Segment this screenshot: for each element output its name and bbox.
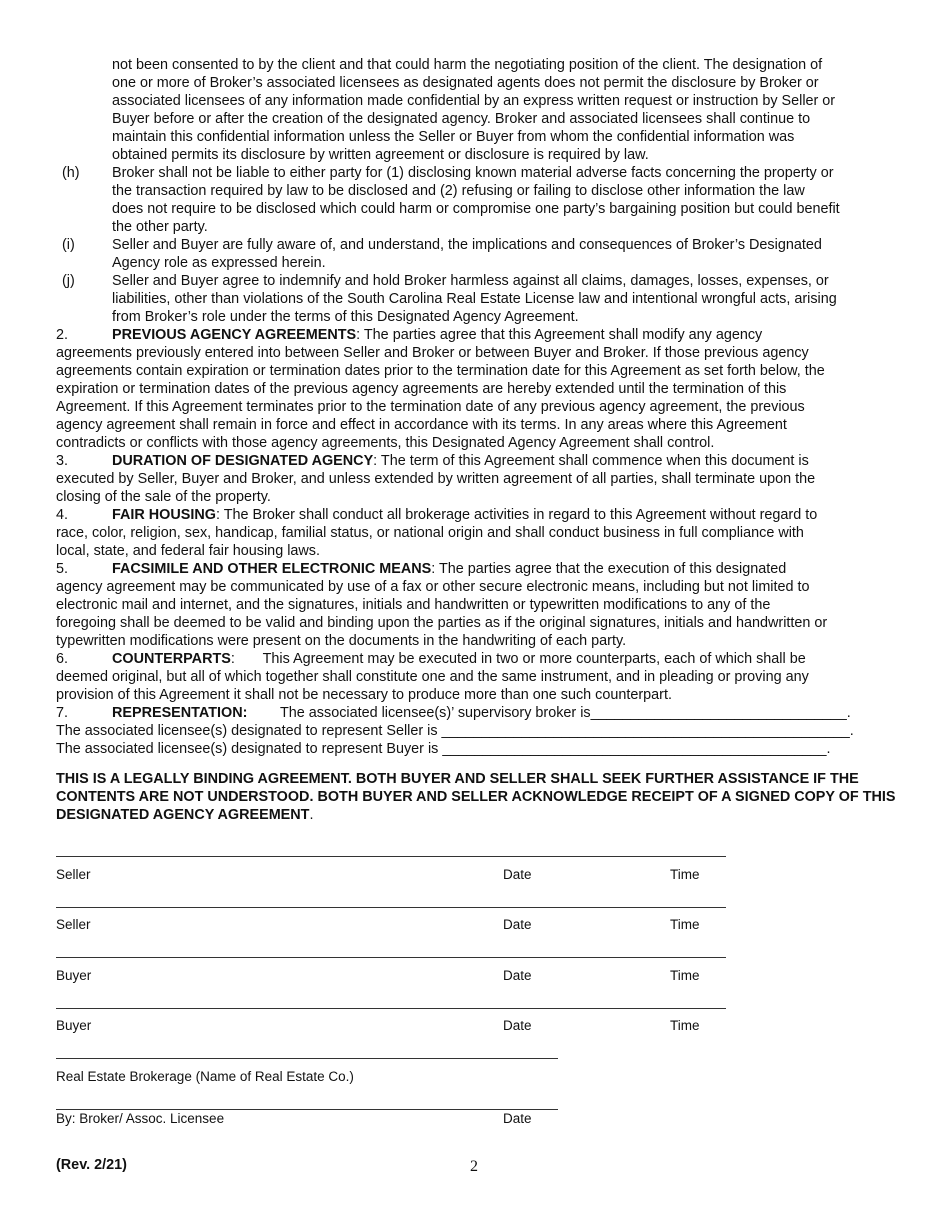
- section-heading: COUNTERPARTS: [112, 651, 231, 667]
- seller-licensee-line: The associated licensee(s) designated to represent Seller is ___________________________________________________.: [56, 723, 854, 739]
- legal-notice: [56, 770, 906, 824]
- section-heading: DURATION OF DESIGNATED AGENCY: [112, 453, 374, 469]
- subitem-label: (h): [62, 165, 80, 181]
- subitem-i: [112, 236, 912, 272]
- party-label: Buyer: [56, 968, 92, 983]
- party-label: Buyer: [56, 1018, 92, 1033]
- text-line: the other party.: [112, 219, 208, 235]
- supervisory-broker-line: The associated licensee(s)’ supervisory broker is________________________________.: [280, 705, 851, 721]
- section-first-line: [112, 560, 786, 578]
- revision-label: (Rev. 2/21): [56, 1157, 127, 1173]
- subitem-j: [112, 272, 912, 326]
- section-number: 2.: [56, 327, 69, 343]
- section-lead: : The parties agree that this Agreement shall modify any agency: [356, 327, 763, 343]
- text-line: Buyer before or after the creation of the designated agency. Broker and associated licensees shall continue to: [112, 111, 811, 127]
- date-label: Date: [503, 1018, 532, 1033]
- section-first-line: [112, 326, 762, 344]
- text-line: executed by Seller, Buyer and Broker, and unless extended by written agreement of all parties, shall terminate upon the: [56, 471, 816, 487]
- date-label: Date: [503, 917, 532, 932]
- section-heading: FACSIMILE AND OTHER ELECTRONIC MEANS: [112, 561, 432, 577]
- date-label: Date: [503, 867, 532, 882]
- section-fair-housing: [56, 524, 916, 560]
- time-label: Time: [670, 1018, 700, 1033]
- text-line: contradicts or conflicts with those agency agreements, this Designated Agency Agreement shall control.: [56, 435, 715, 451]
- text-line: maintain this confidential information unless the Seller or Buyer from whom the confidential information was: [112, 129, 795, 145]
- broker-signature-line[interactable]: [56, 1109, 558, 1110]
- section-number: 6.: [56, 651, 69, 667]
- broker-date-label: Date: [503, 1111, 532, 1126]
- text-line: does not require to be disclosed which could harm or compromise one party’s bargaining position but could benefit: [112, 201, 840, 217]
- section-lead: : The Broker shall conduct all brokerage activities in regard to this Agreement without regard to: [215, 507, 818, 523]
- section-first-line: [112, 452, 809, 470]
- signature-line[interactable]: [56, 957, 726, 958]
- text-line: electronic mail and internet, and the signatures, initials and handwritten or typewritten modifications to any of the: [56, 597, 771, 613]
- section-first-line: [112, 650, 806, 668]
- text-line: Broker shall not be liable to either party for (1) disclosing known material adverse facts concerning the property or: [112, 165, 834, 181]
- text-line: the transaction required by law to be disclosed and (2) refusing or failing to disclose other information the law: [112, 183, 805, 199]
- intro-paragraph: [112, 56, 912, 164]
- time-label: Time: [670, 917, 700, 932]
- legal-notice-period: .: [309, 807, 314, 823]
- section-first-line: [112, 506, 817, 524]
- section-lead: : The term of this Agreement shall commence when this document is: [373, 453, 809, 469]
- buyer-licensee-line: The associated licensee(s) designated to represent Buyer is ________________________________________________.: [56, 741, 831, 757]
- section-heading: REPRESENTATION:: [112, 705, 248, 721]
- section-electronic-means: [56, 578, 916, 650]
- text-line: expiration or termination dates of the previous agency agreements are hereby extended until the termination of this: [56, 381, 787, 397]
- text-line: provision of this Agreement it shall not be necessary to produce more than one such counterpart.: [56, 687, 672, 703]
- section-number: 4.: [56, 507, 69, 523]
- brokerage-label: Real Estate Brokerage (Name of Real Estate Co.): [56, 1069, 354, 1084]
- text-line: local, state, and federal fair housing laws.: [56, 543, 320, 559]
- time-label: Time: [670, 968, 700, 983]
- text-line: from Broker’s role under the terms of this Designated Agency Agreement.: [112, 309, 579, 325]
- text-line: not been consented to by the client and that could harm the negotiating position of the client. The designation of: [112, 57, 823, 73]
- text-line: liabilities, other than violations of the South Carolina Real Estate License law and intentional wrongful acts, arising: [112, 291, 837, 307]
- broker-label: By: Broker/ Assoc. Licensee: [56, 1111, 225, 1126]
- section-heading: FAIR HOUSING: [112, 507, 216, 523]
- text-line: Agency role as expressed herein.: [112, 255, 326, 271]
- text-line: deemed original, but all of which together shall constitute one and the same instrument, and in pleading or proving any: [56, 669, 809, 685]
- text-line: agency agreement shall remain in force and effect in accordance with its terms. In any areas where this Agreement: [56, 417, 787, 433]
- section-number: 7.: [56, 705, 69, 721]
- text-line: typewritten modifications were present on the documents in the handwriting of each party.: [56, 633, 627, 649]
- section-lead: : This Agreement may be executed in two or more counterparts, each of which shall be: [230, 651, 806, 667]
- text-line: foregoing shall be deemed to be valid and binding upon the parties as if the original signatures, initials and handwritten or: [56, 615, 828, 631]
- signature-line[interactable]: [56, 856, 726, 857]
- section-lead: : The parties agree that the execution of this designated: [431, 561, 787, 577]
- signature-line[interactable]: [56, 1008, 726, 1009]
- brokerage-name-line[interactable]: [56, 1058, 558, 1059]
- text-line: Agreement. If this Agreement terminates prior to the termination date of any previous agency agreement, the previous: [56, 399, 805, 415]
- section-number: 5.: [56, 561, 69, 577]
- date-label: Date: [503, 968, 532, 983]
- subitem-h: [112, 164, 912, 236]
- section-heading: PREVIOUS AGENCY AGREEMENTS: [112, 327, 357, 343]
- time-label: Time: [670, 867, 700, 882]
- text-line: agreements previously entered into between Seller and Broker or between Buyer and Broker. If those previous agency: [56, 345, 809, 361]
- subitem-label: (i): [62, 237, 75, 253]
- text-line: agreements contain expiration or termination dates prior to the termination date for this Agreement as set forth below, the: [56, 363, 825, 379]
- party-label: Seller: [56, 867, 91, 882]
- text-line: Seller and Buyer are fully aware of, and understand, the implications and consequences of Broker’s Designated: [112, 237, 822, 253]
- page-number: 2: [470, 1158, 478, 1175]
- text-line: one or more of Broker’s associated licensees as designated agents does not permit the disclosure by Broker or: [112, 75, 819, 91]
- section-counterparts: [56, 668, 916, 704]
- legal-notice-text: THIS IS A LEGALLY BINDING AGREEMENT. BOTH BUYER AND SELLER SHALL SEEK FURTHER ASSISTANCE IF THE CONTENTS ARE NOT UNDERSTOOD. BOTH BUYER AND SELLER ACKNOWLEDGE RECEIPT OF A SIGNED COPY OF THIS DESIGNATED AGENCY AGREEMENT: [56, 771, 896, 823]
- section-previous-agency: [56, 344, 916, 452]
- text-line: Seller and Buyer agree to indemnify and hold Broker harmless against all claims, damages, losses, expenses, or: [112, 273, 829, 289]
- party-label: Seller: [56, 917, 91, 932]
- text-line: agency agreement may be communicated by use of a fax or other secure electronic means, including but not limited to: [56, 579, 810, 595]
- text-line: closing of the sale of the property.: [56, 489, 271, 505]
- signature-line[interactable]: [56, 907, 726, 908]
- text-line: race, color, religion, sex, handicap, familial status, or national origin and shall conduct business in full compliance with: [56, 525, 804, 541]
- text-line: obtained permits its disclosure by written agreement or disclosure is required by law.: [112, 147, 649, 163]
- section-number: 3.: [56, 453, 69, 469]
- subitem-label: (j): [62, 273, 75, 289]
- section-duration: [56, 470, 916, 506]
- text-line: associated licensees of any information made confidential by an express written request or instruction by Seller or: [112, 93, 836, 109]
